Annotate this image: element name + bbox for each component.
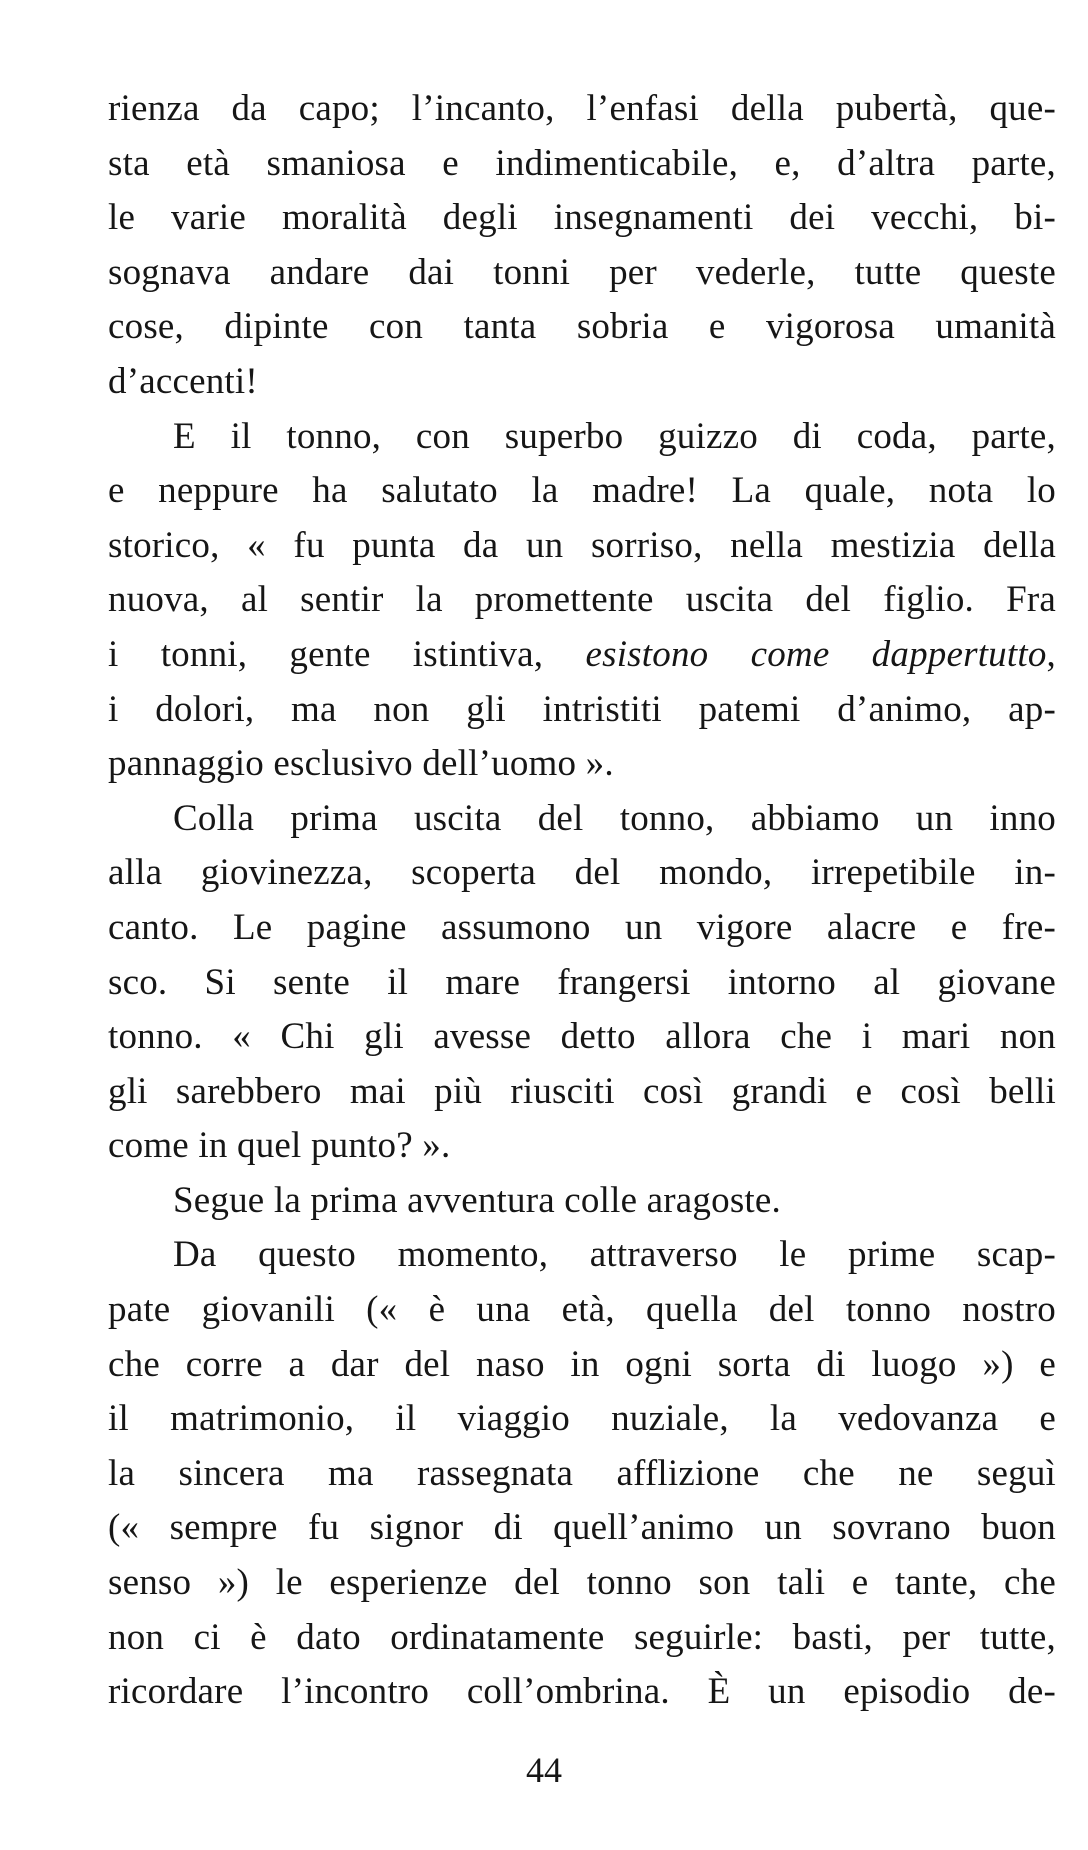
- text-line: (« sempre fu signor di quell’animo un sovrano buon: [108, 1507, 1056, 1549]
- text-line: nuova, al sentir la promettente uscita del figlio. Fra: [108, 579, 1056, 621]
- text-line: come in quel punto? ».: [108, 1125, 451, 1167]
- text-line: E il tonno, con superbo guizzo di coda, parte,: [173, 415, 1056, 457]
- italic-phrase: esistono come dappertutto: [585, 633, 1047, 675]
- text-line: storico, « fu punta da un sorriso, nella mestizia della: [108, 524, 1056, 566]
- page-number: 44: [526, 1750, 562, 1790]
- text-line: alla giovinezza, scoperta del mondo, irrepetibile in-: [108, 852, 1056, 894]
- text-line: il matrimonio, il viaggio nuziale, la vedovanza e: [108, 1398, 1056, 1440]
- text-line: senso ») le esperienze del tonno son tali e tante, che: [108, 1562, 1056, 1604]
- text-line: sta età smaniosa e indimenticabile, e, d’altra parte,: [108, 142, 1056, 184]
- text-line: e neppure ha salutato la madre! La quale, nota lo: [108, 470, 1056, 512]
- line-text: i tonni, gente istintiva,: [108, 633, 586, 675]
- text-line: pate giovanili (« è una età, quella del tonno nostro: [108, 1289, 1056, 1331]
- text-line: che corre a dar del naso in ogni sorta di luogo ») e: [108, 1343, 1056, 1385]
- text-line: Colla prima uscita del tonno, abbiamo un inno: [173, 797, 1056, 839]
- text-line: Da questo momento, attraverso le prime scap-: [173, 1234, 1056, 1276]
- text-line: i dolori, ma non gli intristiti patemi d’animo, ap-: [108, 688, 1056, 730]
- text-line: rienza da capo; l’incanto, l’enfasi della pubertà, que-: [108, 88, 1056, 129]
- line-text: ,: [1046, 633, 1056, 675]
- text-line: cose, dipinte con tanta sobria e vigorosa umanità: [108, 306, 1056, 348]
- text-line: sco. Si sente il mare frangersi intorno al giovane: [108, 961, 1056, 1003]
- text-line: le varie moralità degli insegnamenti dei vecchi, bi-: [108, 197, 1056, 239]
- text-line: d’accenti!: [108, 360, 258, 402]
- text-line: ricordare l’incontro coll’ombrina. È un episodio de-: [108, 1671, 1056, 1713]
- text-line: sognava andare dai tonni per vederle, tutte queste: [108, 251, 1056, 293]
- text-line: canto. Le pagine assumono un vigore alacre e fre-: [108, 906, 1056, 948]
- text-line: la sincera ma rassegnata afflizione che ne seguì: [108, 1452, 1056, 1494]
- text-line: pannaggio esclusivo dell’uomo ».: [108, 743, 614, 785]
- text-line: non ci è dato ordinatamente seguirle: basti, per tutte,: [108, 1616, 1056, 1658]
- body-text: [108, 82, 1056, 1720]
- text-line: gli sarebbero mai più riusciti così grandi e così belli: [108, 1070, 1056, 1112]
- text-line: Segue la prima avventura colle aragoste.: [173, 1179, 781, 1221]
- text-line: [108, 628, 1056, 683]
- text-line: tonno. « Chi gli avesse detto allora che i mari non: [108, 1016, 1056, 1058]
